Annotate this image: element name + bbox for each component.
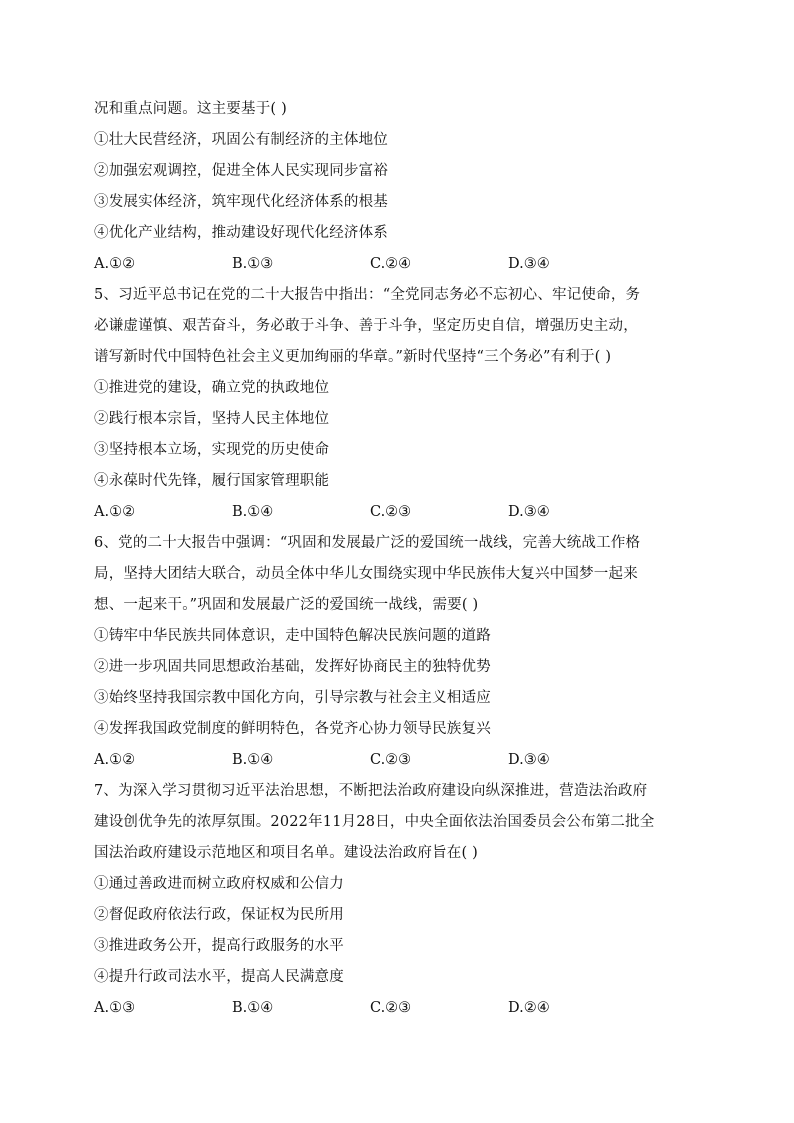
- question-7: [94, 776, 704, 1024]
- option-d: D.③④: [508, 256, 550, 272]
- statement-3: ③推进政务公开，提高行政服务的水平: [94, 938, 344, 954]
- question-stem-line: 7、为深入学习贯彻习近平法治思想，不断把法治政府建设向纵深推进，营造法治政府: [94, 783, 648, 799]
- question-stem-line: 况和重点问题。这主要基于( ): [94, 101, 287, 117]
- statement-4: ④提升行政司法水平，提高人民满意度: [94, 969, 344, 985]
- question-6: [94, 528, 704, 776]
- statement-1: ①壮大民营经济，巩固公有制经济的主体地位: [94, 132, 388, 148]
- option-d: D.③④: [508, 504, 550, 520]
- option-c: C.②③: [370, 504, 412, 520]
- option-b: B.①④: [232, 752, 274, 768]
- statement-2: ②进一步巩固共同思想政治基础，发挥好协商民主的独特优势: [94, 659, 491, 675]
- statement-3: ③坚持根本立场，实现党的历史使命: [94, 442, 330, 458]
- question-4: [94, 94, 704, 280]
- answer-options: [94, 993, 704, 1024]
- option-a: A.①③: [94, 1000, 136, 1016]
- option-a: A.①②: [94, 752, 136, 768]
- statement-3: ③始终坚持我国宗教中国化方向，引导宗教与社会主义相适应: [94, 690, 491, 706]
- question-stem-line: 国法治政府建设示范地区和项目名单。建设法治政府旨在( ): [94, 845, 479, 861]
- statement-3: ③发展实体经济，筑牢现代化经济体系的根基: [94, 194, 388, 210]
- statement-4: ④永葆时代先锋，履行国家管理职能: [94, 473, 330, 489]
- question-stem-line: 必谦虚谨慎、艰苦奋斗，务必敢于斗争、善于斗争，坚定历史自信，增强历史主动，: [94, 318, 638, 334]
- question-5: [94, 280, 704, 528]
- statement-1: ①铸牢中华民族共同体意识，走中国特色解决民族问题的道路: [94, 628, 491, 644]
- option-b: B.①④: [232, 504, 274, 520]
- option-b: B.①③: [232, 256, 274, 272]
- statement-1: ①推进党的建设，确立党的执政地位: [94, 380, 330, 396]
- option-a: A.①②: [94, 256, 136, 272]
- statement-2: ②督促政府依法行政，保证权为民所用: [94, 907, 344, 923]
- question-stem-line: 谱写新时代中国特色社会主义更加绚丽的华章。”新时代坚持“三个务必”有利于( ): [94, 349, 612, 365]
- question-stem-line: 建设创优争先的浓厚氛围。2022年11月28日，中央全面依法治国委员会公布第二批全: [94, 814, 655, 830]
- question-stem-line: 想、一起来干。”巩固和发展最广泛的爱国统一战线，需要( ): [94, 597, 479, 613]
- question-stem-line: 局，坚持大团结大联合，动员全体中华儿女围绕实现中华民族伟大复兴中国梦一起来: [94, 566, 638, 582]
- option-c: C.②③: [370, 1000, 412, 1016]
- option-c: C.②③: [370, 752, 412, 768]
- option-d: D.②④: [508, 1000, 550, 1016]
- option-a: A.①②: [94, 504, 136, 520]
- statement-1: ①通过善政进而树立政府权威和公信力: [94, 876, 344, 892]
- answer-options: [94, 249, 704, 280]
- answer-options: [94, 497, 704, 528]
- statement-2: ②加强宏观调控，促进全体人民实现同步富裕: [94, 163, 388, 179]
- option-b: B.①④: [232, 1000, 274, 1016]
- exam-page: [94, 94, 704, 1024]
- question-stem-line: 6、党的二十大报告中强调：“巩固和发展最广泛的爱国统一战线，完善大统战工作格: [94, 535, 641, 551]
- question-stem-line: 5、习近平总书记在党的二十大报告中指出：“全党同志务必不忘初心、牢记使命，务: [94, 287, 641, 303]
- statement-2: ②践行根本宗旨，坚持人民主体地位: [94, 411, 330, 427]
- statement-4: ④优化产业结构，推动建设好现代化经济体系: [94, 225, 388, 241]
- answer-options: [94, 745, 704, 776]
- option-d: D.③④: [508, 752, 550, 768]
- option-c: C.②④: [370, 256, 412, 272]
- statement-4: ④发挥我国政党制度的鲜明特色，各党齐心协力领导民族复兴: [94, 721, 491, 737]
